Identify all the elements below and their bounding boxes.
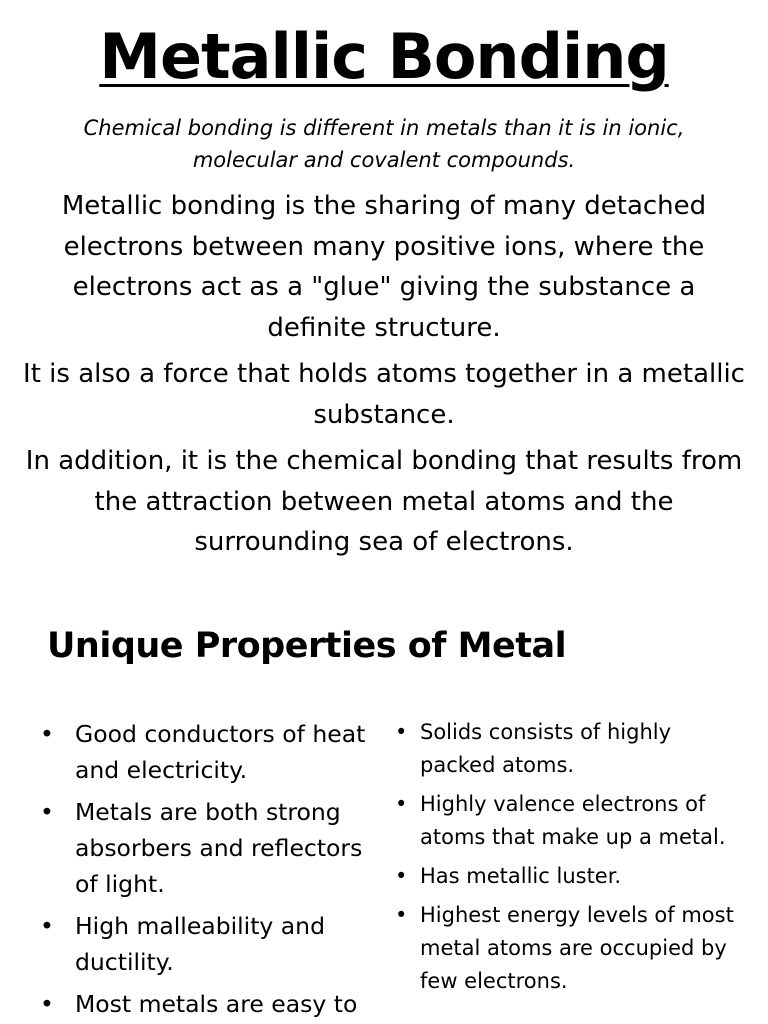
bullet-icon: • [40,990,54,1018]
definition-text [20,186,748,569]
list-item [395,899,735,998]
bullet-icon: • [395,864,408,888]
list-item [40,716,380,788]
bullet-icon: • [40,912,54,940]
bullet-icon: • [40,720,54,748]
list-item-text: High malleability and ductility. [75,912,325,976]
list-item [40,794,380,902]
list-item-text: Highest energy levels of most metal atoms are occupied by few electrons. [420,903,734,993]
bullet-icon: • [395,903,408,927]
paragraph-attraction: In addition, it is the chemical bonding that results from the attraction between metal atoms and the surrounding sea of electrons. [25,446,743,557]
paragraph-definition: Metallic bonding is the sharing of many detached electrons between many positive ions, where the electrons act as a "glue" giving the substance a definite structure. [61,191,707,343]
list-item-text: Metals are both strong absorbers and reflectors of light. [75,798,363,898]
page-title: Metallic Bonding [99,20,669,93]
bullet-icon: • [395,720,408,744]
list-item-text: Good conductors of heat and electricity. [75,720,366,784]
list-item-text: Highly valence electrons of atoms that make up a metal. [420,792,726,849]
properties-list-right [395,716,735,1004]
list-item-text: Has metallic luster. [420,864,622,888]
bullet-icon: • [40,798,54,826]
bullet-icon: • [395,792,408,816]
paragraph-force: It is also a force that holds atoms together in a metallic substance. [23,359,745,430]
list-item-text: Solids consists of highly packed atoms. [420,720,672,777]
list-item [40,908,380,980]
list-item [395,788,735,854]
properties-list-left [40,716,380,1024]
properties-heading: Unique Properties of Metal [47,626,567,666]
subtitle: Chemical bonding is different in metals than it is in ionic, molecular and covalent compounds. [83,116,685,172]
list-item [395,716,735,782]
list-item [395,860,735,893]
list-item [40,986,380,1022]
list-item-text: Most metals are easy to [75,990,358,1018]
